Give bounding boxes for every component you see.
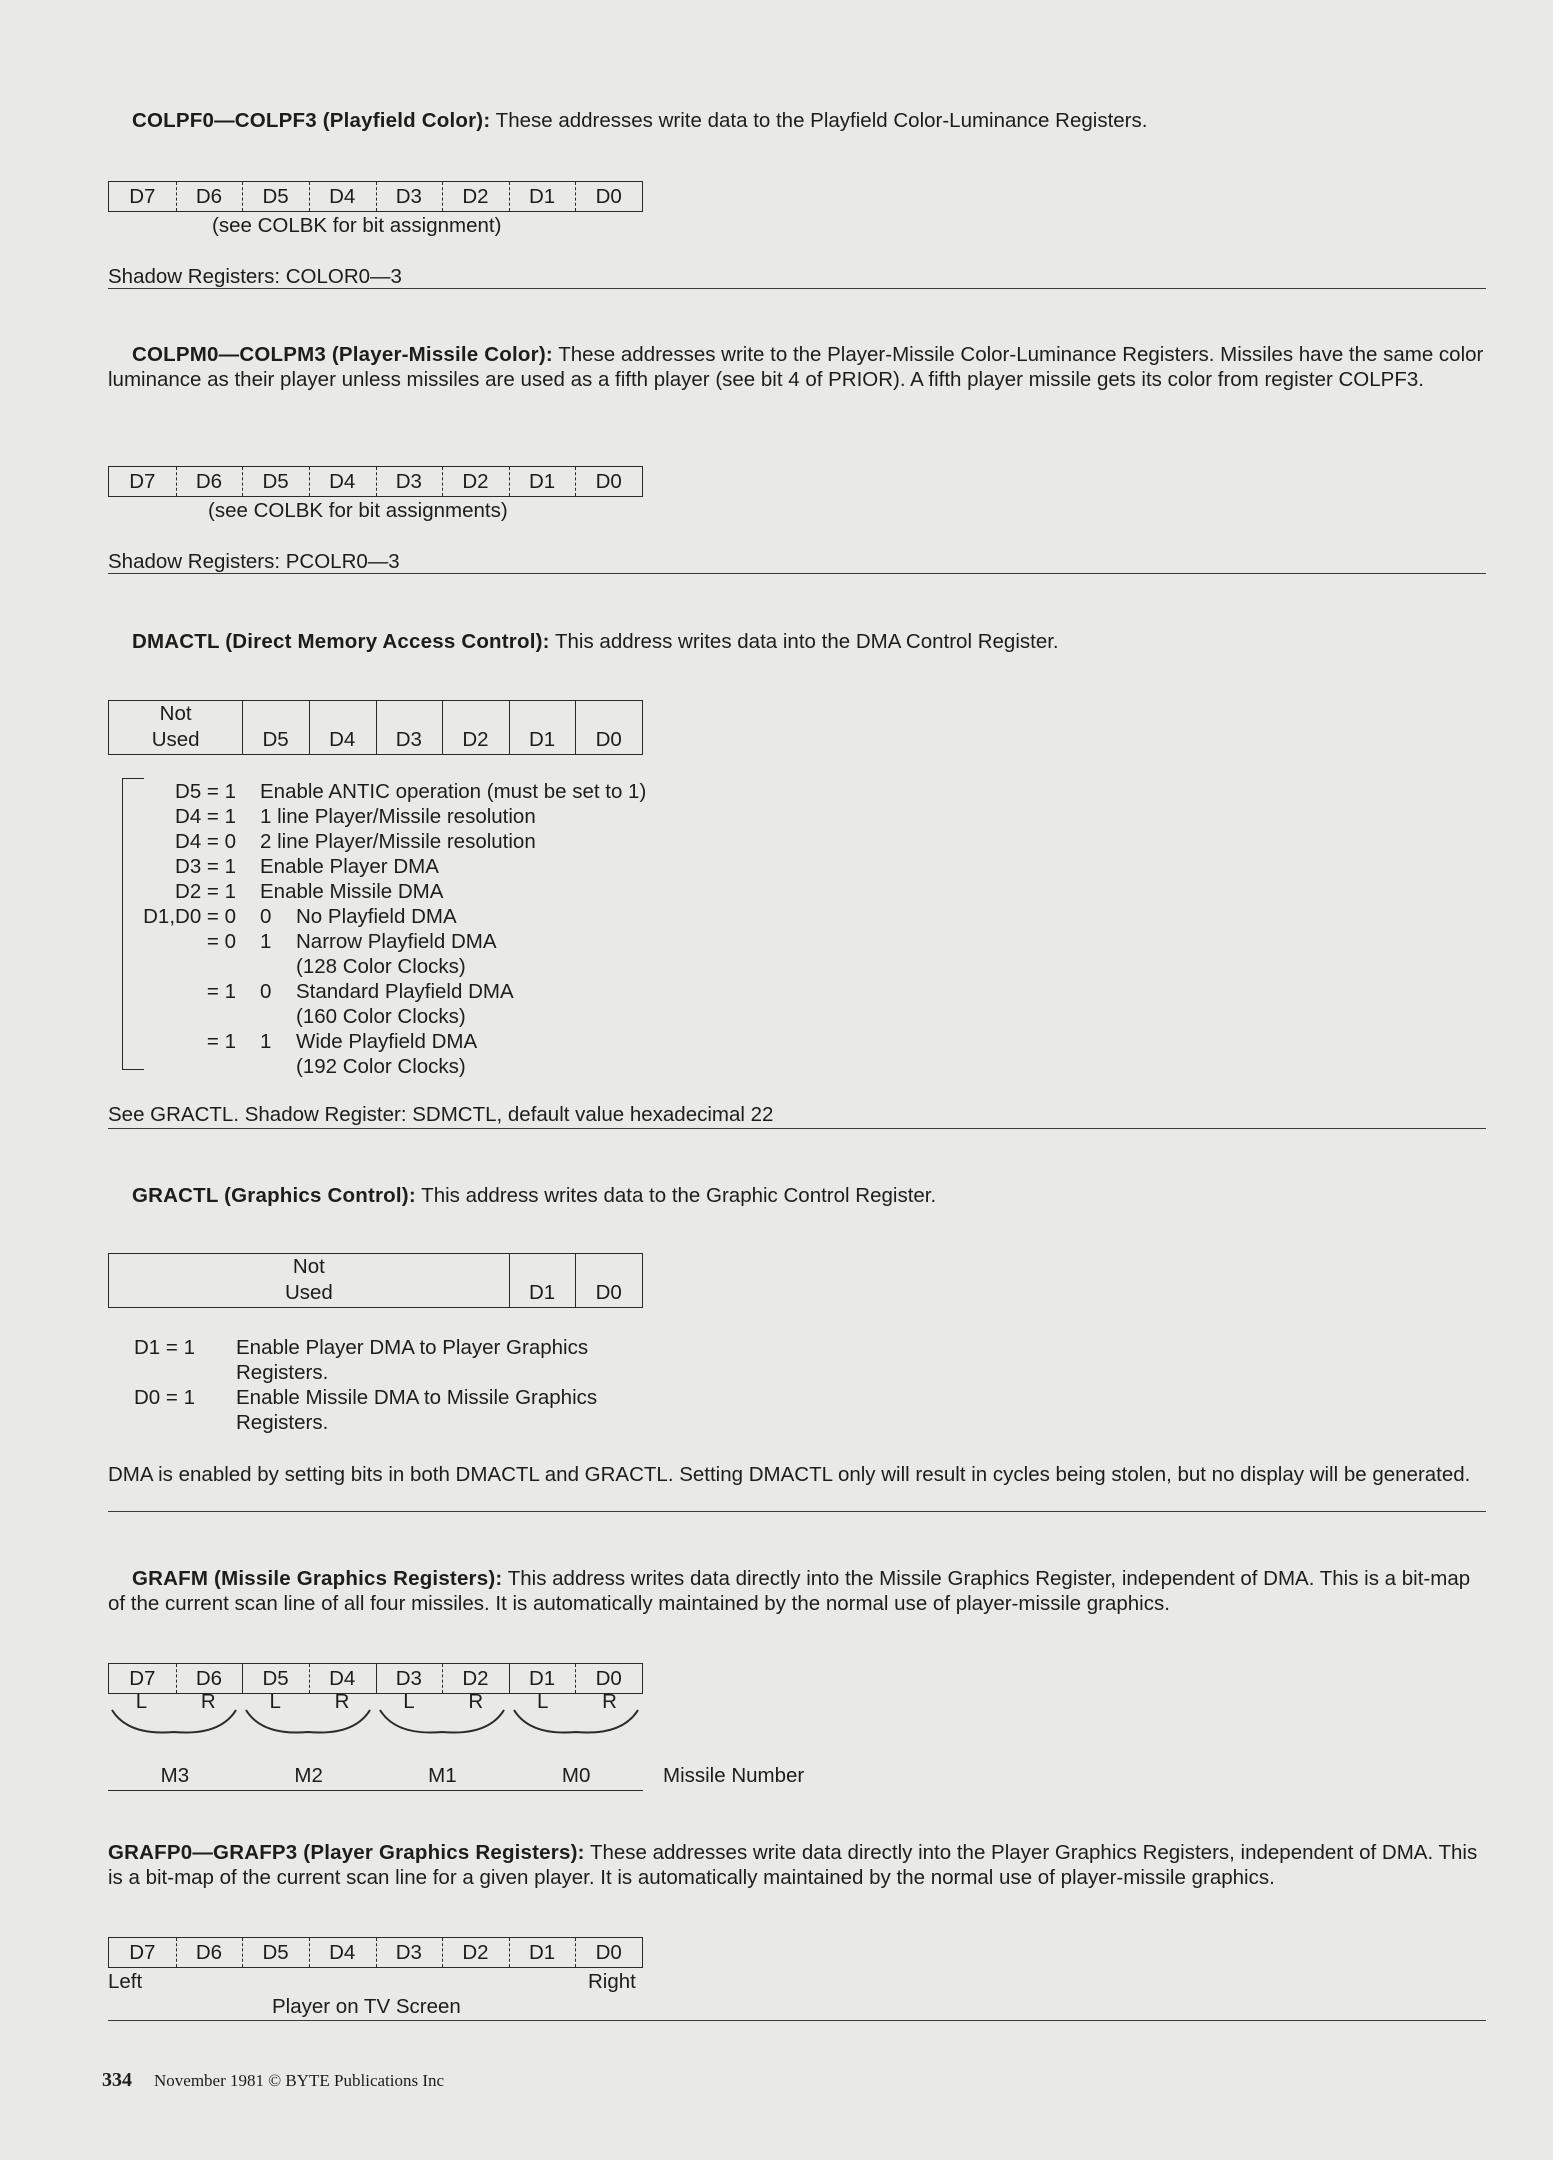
table-row bbox=[108, 879, 808, 904]
not-used-label-1: Not bbox=[292, 1255, 325, 1278]
bit-key: D1,D0 = 0 bbox=[143, 905, 236, 928]
colpf-note: (see COLBK for bit assignment) bbox=[212, 214, 502, 237]
brace-icon bbox=[380, 1710, 504, 1733]
missile-number-label: Missile Number bbox=[663, 1764, 805, 1787]
lr-label: R bbox=[200, 1690, 216, 1713]
bit-description: Enable Missile DMA to Missile Graphics bbox=[236, 1386, 598, 1409]
table-row bbox=[108, 1054, 808, 1079]
dmactl-bit-register bbox=[108, 700, 643, 755]
bit-cell: D7 bbox=[129, 1941, 156, 1964]
bit-description: No Playfield DMA bbox=[296, 905, 457, 928]
left-label: Left bbox=[108, 1970, 143, 1993]
bit-description: Narrow Playfield DMA bbox=[296, 930, 497, 953]
page-footer bbox=[102, 2069, 444, 2092]
bit-cell: D3 bbox=[376, 467, 443, 496]
bit-description: Enable Missile DMA bbox=[260, 880, 444, 903]
table-row bbox=[108, 979, 808, 1004]
bit-description: Registers. bbox=[236, 1361, 329, 1384]
lr-label: L bbox=[135, 1690, 148, 1713]
bit-key: D2 = 1 bbox=[175, 880, 236, 903]
bit-cell: D5 bbox=[242, 1938, 309, 1967]
bit-cell: D2 bbox=[442, 467, 509, 496]
bit-cell bbox=[309, 701, 376, 754]
gractl-heading: GRACTL (Graphics Control): bbox=[132, 1184, 416, 1207]
bit-cell: D4 bbox=[309, 1664, 376, 1693]
bit-cell bbox=[509, 1254, 576, 1307]
bit-description: (160 Color Clocks) bbox=[296, 1005, 466, 1028]
bit-value: 0 bbox=[260, 905, 272, 928]
bit-value: 1 bbox=[260, 1030, 272, 1053]
not-used-cell bbox=[109, 701, 242, 754]
bit-cell: D1 bbox=[509, 1664, 576, 1693]
bit-cell: D5 bbox=[242, 1664, 309, 1693]
bit-key: D5 = 1 bbox=[175, 780, 236, 803]
bit-cell bbox=[442, 701, 509, 754]
bit-cell: D5 bbox=[242, 182, 309, 211]
table-row bbox=[108, 1335, 808, 1360]
bit-cell: D2 bbox=[442, 182, 509, 211]
section-rule bbox=[108, 573, 1486, 574]
bit-label: D0 bbox=[595, 1281, 622, 1304]
table-row bbox=[108, 1029, 808, 1054]
bit-description: Enable Player DMA to Player Graphics bbox=[236, 1336, 589, 1359]
gractl-paragraph bbox=[108, 1183, 1486, 1208]
grafp-heading: GRAFP0—GRAFP3 (Player Graphics Registers): bbox=[108, 1841, 585, 1864]
colpm-shadow-registers: Shadow Registers: PCOLR0—3 bbox=[108, 550, 400, 573]
not-used-label-1: Not bbox=[159, 702, 192, 725]
bit-cell: D4 bbox=[309, 467, 376, 496]
missile-label: M1 bbox=[428, 1764, 457, 1787]
bit-key: D4 = 0 bbox=[175, 830, 236, 853]
grafm-braces bbox=[108, 1700, 643, 1740]
bit-description: (192 Color Clocks) bbox=[296, 1055, 466, 1078]
brace-icon bbox=[246, 1710, 370, 1733]
dmactl-shadow-register: See GRACTL. Shadow Register: SDMCTL, default value hexadecimal 22 bbox=[108, 1103, 774, 1126]
colpf-text: These addresses write data to the Playfield Color-Luminance Registers. bbox=[495, 109, 1148, 132]
bit-key: D4 = 1 bbox=[175, 805, 236, 828]
table-row bbox=[108, 829, 808, 854]
grafm-paragraph bbox=[108, 1566, 1486, 1616]
bit-cell: D5 bbox=[242, 467, 309, 496]
bit-cell: D1 bbox=[509, 1938, 576, 1967]
bit-description: Enable Player DMA bbox=[260, 855, 439, 878]
lr-label: L bbox=[269, 1690, 281, 1713]
bit-label: D1 bbox=[528, 1281, 556, 1304]
bit-value: 0 bbox=[260, 980, 272, 1003]
bit-cell: D0 bbox=[575, 182, 642, 211]
bit-cell bbox=[376, 701, 443, 754]
section-rule bbox=[108, 1511, 1486, 1512]
colpf-heading: COLPF0—COLPF3 (Playfield Color): bbox=[132, 109, 491, 132]
section-rule bbox=[108, 2020, 1486, 2021]
bit-description: Enable ANTIC operation (must be set to 1) bbox=[260, 780, 647, 803]
colpm-note: (see COLBK for bit assignments) bbox=[208, 499, 508, 522]
bit-label: D5 bbox=[262, 728, 289, 751]
bit-description: Standard Playfield DMA bbox=[296, 980, 514, 1003]
bit-cell bbox=[242, 701, 309, 754]
bit-cell: D3 bbox=[376, 182, 443, 211]
table-row bbox=[108, 1410, 808, 1435]
bit-label: D2 bbox=[462, 728, 489, 751]
bit-cell: D7 bbox=[129, 1667, 156, 1690]
grafm-missile-row bbox=[108, 1764, 643, 1791]
brace-icon bbox=[112, 1710, 236, 1733]
table-row bbox=[108, 929, 808, 954]
player-caption: Player on TV Screen bbox=[272, 1995, 461, 2018]
grafp-bit-register bbox=[108, 1937, 643, 1968]
colpf-shadow-registers: Shadow Registers: COLOR0—3 bbox=[108, 265, 402, 288]
dmactl-bit-table bbox=[108, 779, 808, 1079]
missile-label: M0 bbox=[561, 1764, 591, 1787]
bit-cell: D6 bbox=[176, 182, 243, 211]
bit-cell: D0 bbox=[575, 467, 642, 496]
bit-cell: D2 bbox=[442, 1664, 509, 1693]
bit-key: = 0 bbox=[206, 930, 236, 953]
bit-label: D0 bbox=[595, 728, 622, 751]
bit-cell bbox=[575, 701, 642, 754]
bit-cell bbox=[575, 1254, 642, 1307]
bit-cell: D7 bbox=[129, 470, 156, 493]
missile-label: M2 bbox=[294, 1764, 323, 1787]
gractl-bit-table bbox=[108, 1335, 808, 1435]
lr-label: R bbox=[602, 1690, 617, 1713]
table-row bbox=[108, 779, 808, 804]
bit-cell: D1 bbox=[509, 182, 576, 211]
bit-cell: D7 bbox=[129, 185, 156, 208]
lr-label: R bbox=[468, 1690, 484, 1713]
bit-key: D0 = 1 bbox=[134, 1386, 195, 1409]
dmactl-heading: DMACTL (Direct Memory Access Control): bbox=[132, 630, 550, 653]
table-row bbox=[108, 954, 808, 979]
dmactl-text: This address writes data into the DMA Control Register. bbox=[555, 630, 1059, 653]
grafm-heading: GRAFM (Missile Graphics Registers): bbox=[132, 1567, 503, 1590]
bit-key: = 1 bbox=[206, 1030, 236, 1053]
colpf-paragraph bbox=[108, 108, 1486, 133]
section-rule bbox=[108, 288, 1486, 289]
bit-description: 1 line Player/Missile resolution bbox=[260, 805, 536, 828]
bit-cell: D2 bbox=[442, 1938, 509, 1967]
not-used-label-2: Used bbox=[151, 728, 200, 751]
bit-cell bbox=[509, 701, 576, 754]
colpm-text: These addresses write to the Player-Missile Color-Luminance Registers. Missiles have the same color luminance as their player unless missiles are used as a fifth player (see bit 4 of PRIOR). A fifth player missile gets its color from register COLPF3. bbox=[108, 343, 1484, 391]
lr-label: L bbox=[403, 1690, 415, 1713]
colpf-bit-register bbox=[108, 181, 643, 212]
bit-cell: D6 bbox=[176, 1664, 243, 1693]
colpm-heading: COLPM0—COLPM3 (Player-Missile Color): bbox=[132, 343, 553, 366]
table-row bbox=[108, 854, 808, 879]
grafp-text: These addresses write data directly into the Player Graphics Registers, independent of DMA. This is a bit-map of the current scan line for a given player. It is automatically maintained by the normal use of player-missile graphics. bbox=[108, 1841, 1478, 1889]
gractl-bit-register bbox=[108, 1253, 643, 1308]
bit-key: = 1 bbox=[206, 980, 236, 1003]
bit-key: D3 = 1 bbox=[175, 855, 236, 878]
not-used-cell bbox=[109, 1254, 509, 1307]
footer-text: November 1981 © BYTE Publications Inc bbox=[154, 2071, 445, 2090]
grafp-paragraph bbox=[108, 1840, 1486, 1890]
section-rule bbox=[108, 1128, 1486, 1129]
bit-label: D4 bbox=[329, 728, 356, 751]
bit-cell: D4 bbox=[309, 1938, 376, 1967]
gractl-footnote: DMA is enabled by setting bits in both DMACTL and GRACTL. Setting DMACTL only will result in cycles being stolen, but no display will be generated. bbox=[108, 1463, 1471, 1486]
bit-cell: D0 bbox=[575, 1664, 642, 1693]
page-number: 334 bbox=[102, 2069, 132, 2091]
bit-cell: D3 bbox=[376, 1664, 443, 1693]
bit-key: D1 = 1 bbox=[134, 1336, 195, 1359]
bit-label: D1 bbox=[528, 728, 556, 751]
bit-cell: D6 bbox=[176, 1938, 243, 1967]
bit-cell: D6 bbox=[176, 467, 243, 496]
bit-description: Wide Playfield DMA bbox=[296, 1030, 478, 1053]
table-row bbox=[108, 1385, 808, 1410]
bit-description: 2 line Player/Missile resolution bbox=[260, 830, 536, 853]
missile-label: M3 bbox=[160, 1764, 190, 1787]
table-row bbox=[108, 1004, 808, 1029]
right-label: Right bbox=[588, 1970, 636, 1993]
bit-cell: D1 bbox=[509, 467, 576, 496]
grafm-text: This address writes data directly into the Missile Graphics Register, independent of DMA. This is a bit-map of the current scan line of all four missiles. It is automatically maintained by the normal use of player-missile graphics. bbox=[108, 1567, 1471, 1615]
gractl-text: This address writes data to the Graphic Control Register. bbox=[421, 1184, 937, 1207]
lr-label: L bbox=[536, 1690, 549, 1713]
bit-description: Registers. bbox=[236, 1411, 329, 1434]
table-row bbox=[108, 1360, 808, 1385]
not-used-label-2: Used bbox=[284, 1281, 333, 1304]
table-row bbox=[108, 904, 808, 929]
bit-cell: D3 bbox=[376, 1938, 443, 1967]
bit-cell: D4 bbox=[309, 182, 376, 211]
lr-label: R bbox=[334, 1690, 350, 1713]
table-row bbox=[108, 804, 808, 829]
colpm-paragraph bbox=[108, 342, 1486, 392]
bit-label: D3 bbox=[395, 728, 422, 751]
brace-icon bbox=[514, 1710, 638, 1733]
bit-cell: D0 bbox=[575, 1938, 642, 1967]
dmactl-paragraph bbox=[108, 629, 1486, 654]
bit-description: (128 Color Clocks) bbox=[296, 955, 466, 978]
bit-value: 1 bbox=[260, 930, 272, 953]
colpm-bit-register bbox=[108, 466, 643, 497]
